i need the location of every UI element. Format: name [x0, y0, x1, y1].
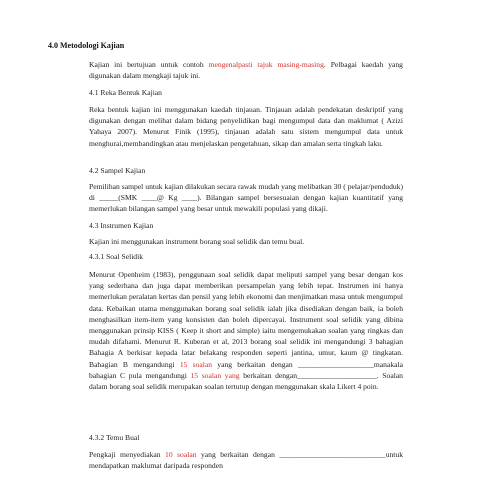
paragraph-4-1: Reka bentuk kajian ini menggunakan kaedah tinjauan. Tinjauan adalah pendekatan deskriptif yang digunakan dengan melihat dalam bidang penyelidikan bagi mengumpul data dan maklumat ( Azizi Yahaya 2007). Menurut Finik (1995), tinjauan adalah satu sistem mengumpul data untuk menghurai,membandingkan atau menjelaskan pengetahuan, sikap dan amalan serta tingkah laku. [89, 105, 403, 148]
paragraph-4-3: Kajian ini menggunakan instrument borang soal selidik dan temu bual. [89, 237, 305, 246]
highlight-10-soalan: 10 soalan [165, 450, 197, 459]
intro-paragraph [89, 59, 403, 81]
subheading-4-2: 4.2 Sampel Kajian [89, 166, 146, 175]
section-heading: 4.0 Metodologi Kajian [48, 41, 125, 50]
intro-text-b: . Pelbagai kaedah yang digunakan dalam mengkaji tajuk ini. [89, 60, 403, 81]
soal-selidik-text-2: yang berkaitan dengan ____________________manakala bahagian C pula mengandungi [89, 359, 403, 380]
intro-text-a: Kajian ini bertujuan untuk contoh [89, 60, 209, 69]
temu-bual-text-b: yang berkaitan dengan ____________________________untuk mendapatkan maklumat daripada responden [89, 450, 403, 471]
paragraph-4-3-1 [89, 269, 403, 392]
intro-highlight: mengenalpasti tajuk masing-masing [208, 60, 324, 69]
subheading-4-1: 4.1 Reka Bentuk Kajian [89, 88, 162, 97]
highlight-15-soalan-c: 15 soalan yang [190, 370, 240, 380]
subheading-4-3: 4.3 Instrumen Kajian [89, 221, 154, 230]
subheading-4-3-2: 4.3.2 Temu Bual [89, 433, 140, 442]
paragraph-4-2: Pemilihan sampel untuk kajian dilakukan secara rawak mudah yang melibatkan 30 ( pelajar/penduduk) di _____(SMK ____@ Kg ____). Bilangan sampel bersesuaian dengan kajian kuantitatif yang memerlukan bilangan sampel yang besar untuk mewakili populasi yang dikaji. [89, 182, 403, 214]
soal-selidik-text-1: Menurut Openheim (1983), penggunaan soal selidik dapat meliputi sampel yang besar dengan kos yang sederhana dan juga dapat memberikan persampelan yang lebih tepat. Instrumen ini hanya memerlukan peralatan kertas dan pensil yang lebih ekonomi dan menjimatkan masa untuk mengumpul data. Kebaikan utama menggunakan borang soal selidik ialah jika disediakan dengan baik, ia boleh menghasilkan item-item yang konsisten dan boleh dipercayai. Instrument soal selidik yang dibina menggunakan prinsip KISS ( Keep it short and simple) iaitu mengemukakan soalan yang ringkas dan mudah difahami. Menurut R. Kuberan et al, 2013 borang soal selidik ini mengandungi 3 bahagian Bahagia A berkisar kepada latar belakang responden seperti jantina, umur, kaum @ tingkatan. Bahagian B mengandungi [89, 270, 403, 369]
subheading-4-3-1: 4.3.1 Soal Selidik [89, 252, 144, 261]
highlight-15-soalan-b: 15 soalan [179, 359, 213, 369]
soal-selidik-text-3: berkaitan dengan_____________________. Soalan dalam borang soal selidik merupakan soalan tertutup dengan menggunakan skala Likert 4 poin. [89, 370, 403, 392]
paragraph-4-3-2 [89, 449, 403, 471]
temu-bual-text-a: Pengkaji menyediakan [89, 450, 166, 459]
